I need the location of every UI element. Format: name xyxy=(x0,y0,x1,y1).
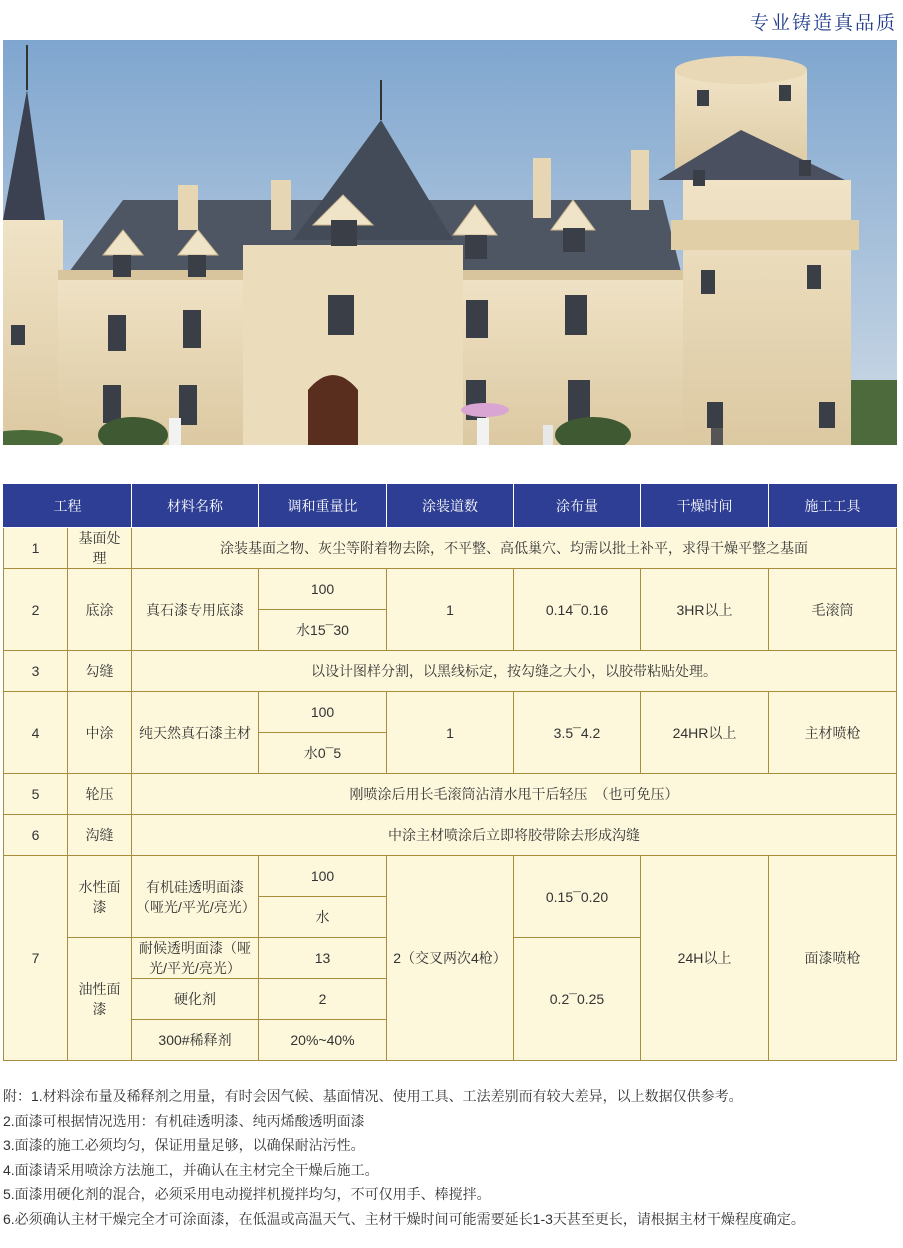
dry-time: 3HR以上 xyxy=(641,569,769,651)
mix-ratio: 2 xyxy=(259,979,387,1020)
row-number: 2 xyxy=(4,569,68,651)
note-line: 2.面漆可根据情况选用：有机硅透明漆、纯丙烯酸透明面漆 xyxy=(3,1112,365,1129)
step-name: 轮压 xyxy=(68,774,132,815)
row-number: 4 xyxy=(4,692,68,774)
mix-ratio: 13 xyxy=(259,938,387,979)
coat-count: 2（交叉两次4枪） xyxy=(387,856,514,1061)
step-description: 涂装基面之物、灰尘等附着物去除，不平整、高低巢穴、均需以批土补平，求得干燥平整之基面 xyxy=(132,528,897,569)
step-name: 油性面漆 xyxy=(68,938,132,1061)
mix-ratio: 100 xyxy=(259,692,387,733)
mix-ratio: 100 xyxy=(259,569,387,610)
note-line: 3.面漆的施工必须均匀，保证用量足够，以确保耐沾污性。 xyxy=(3,1137,365,1154)
material-name: 硬化剂 xyxy=(132,979,259,1020)
coverage: 0.14¯0.16 xyxy=(514,569,641,651)
dry-time: 24H以上 xyxy=(641,856,769,1061)
header-cell: 工程 xyxy=(4,485,132,528)
header-cell: 涂布量 xyxy=(514,485,641,528)
notes xyxy=(3,1084,898,1232)
row-number: 7 xyxy=(4,856,68,1061)
table-row xyxy=(4,569,897,610)
tool: 毛滚筒 xyxy=(769,569,897,651)
note-line: 附：1.材料涂布量及稀释剂之用量，有时会因气候、基面情况、使用工具、工法差别而有较大差异，以上数据仅供参考。 xyxy=(3,1088,743,1104)
material-name: 耐候透明面漆（哑光/平光/亮光） xyxy=(132,938,259,979)
building-photo xyxy=(3,40,897,445)
material-name: 真石漆专用底漆 xyxy=(132,569,259,651)
table-row xyxy=(4,692,897,733)
note-line: 6.必须确认主材干燥完全才可涂面漆，在低温或高温天气、主材干燥时间可能需要延长1-3天甚至更长，请根据主材干燥程度确定。 xyxy=(3,1210,805,1227)
step-name: 勾缝 xyxy=(68,651,132,692)
tool: 面漆喷枪 xyxy=(769,856,897,1061)
table-row xyxy=(4,774,897,815)
row-number: 6 xyxy=(4,815,68,856)
coverage: 0.15¯0.20 xyxy=(514,856,641,938)
dry-time: 24HR以上 xyxy=(641,692,769,774)
building-photo-icon xyxy=(3,40,897,445)
row-number: 1 xyxy=(4,528,68,569)
tool: 主材喷枪 xyxy=(769,692,897,774)
header-cell: 干燥时间 xyxy=(641,485,769,528)
header-cell: 涂装道数 xyxy=(387,485,514,528)
table-header-row xyxy=(4,485,897,528)
note-line: 5.面漆用硬化剂的混合，必须采用电动搅拌机搅拌均匀，不可仅用手、棒搅拌。 xyxy=(3,1186,491,1203)
note-line: 4.面漆请采用喷涂方法施工，并确认在主材完全干燥后施工。 xyxy=(3,1161,379,1178)
material-name: 300#稀释剂 xyxy=(132,1020,259,1061)
step-name: 水性面漆 xyxy=(68,856,132,938)
mix-ratio: 100 xyxy=(259,856,387,897)
material-name: 纯天然真石漆主材 xyxy=(132,692,259,774)
header-cell: 材料名称 xyxy=(132,485,259,528)
step-name: 沟缝 xyxy=(68,815,132,856)
header-cell: 施工工具 xyxy=(769,485,897,528)
row-number: 5 xyxy=(4,774,68,815)
slogan: 专业铸造真品质 xyxy=(749,13,897,34)
table-row xyxy=(4,856,897,897)
step-description: 以设计图样分割，以黑线标定，按勾缝之大小，以胶带粘贴处理。 xyxy=(132,651,897,692)
row-number: 3 xyxy=(4,651,68,692)
table-row xyxy=(4,528,897,569)
mix-ratio: 20%~40% xyxy=(259,1020,387,1061)
step-description: 刚喷涂后用长毛滚筒沾清水甩干后轻压 （也可免压） xyxy=(132,774,897,815)
table-row xyxy=(4,651,897,692)
header-cell: 调和重量比 xyxy=(259,485,387,528)
step-description: 中涂主材喷涂后立即将胶带除去形成沟缝 xyxy=(132,815,897,856)
coverage: 3.5¯4.2 xyxy=(514,692,641,774)
coat-count: 1 xyxy=(387,692,514,774)
step-name: 中涂 xyxy=(68,692,132,774)
coverage: 0.2¯0.25 xyxy=(514,938,641,1061)
mix-ratio: 水 xyxy=(259,897,387,938)
mix-ratio: 水15¯30 xyxy=(259,610,387,651)
material-name: 有机硅透明面漆（哑光/平光/亮光） xyxy=(132,856,259,938)
spec-table xyxy=(3,484,897,1061)
coat-count: 1 xyxy=(387,569,514,651)
mix-ratio: 水0¯5 xyxy=(259,733,387,774)
step-name: 基面处理 xyxy=(68,528,132,569)
table-row xyxy=(4,815,897,856)
step-name: 底涂 xyxy=(68,569,132,651)
